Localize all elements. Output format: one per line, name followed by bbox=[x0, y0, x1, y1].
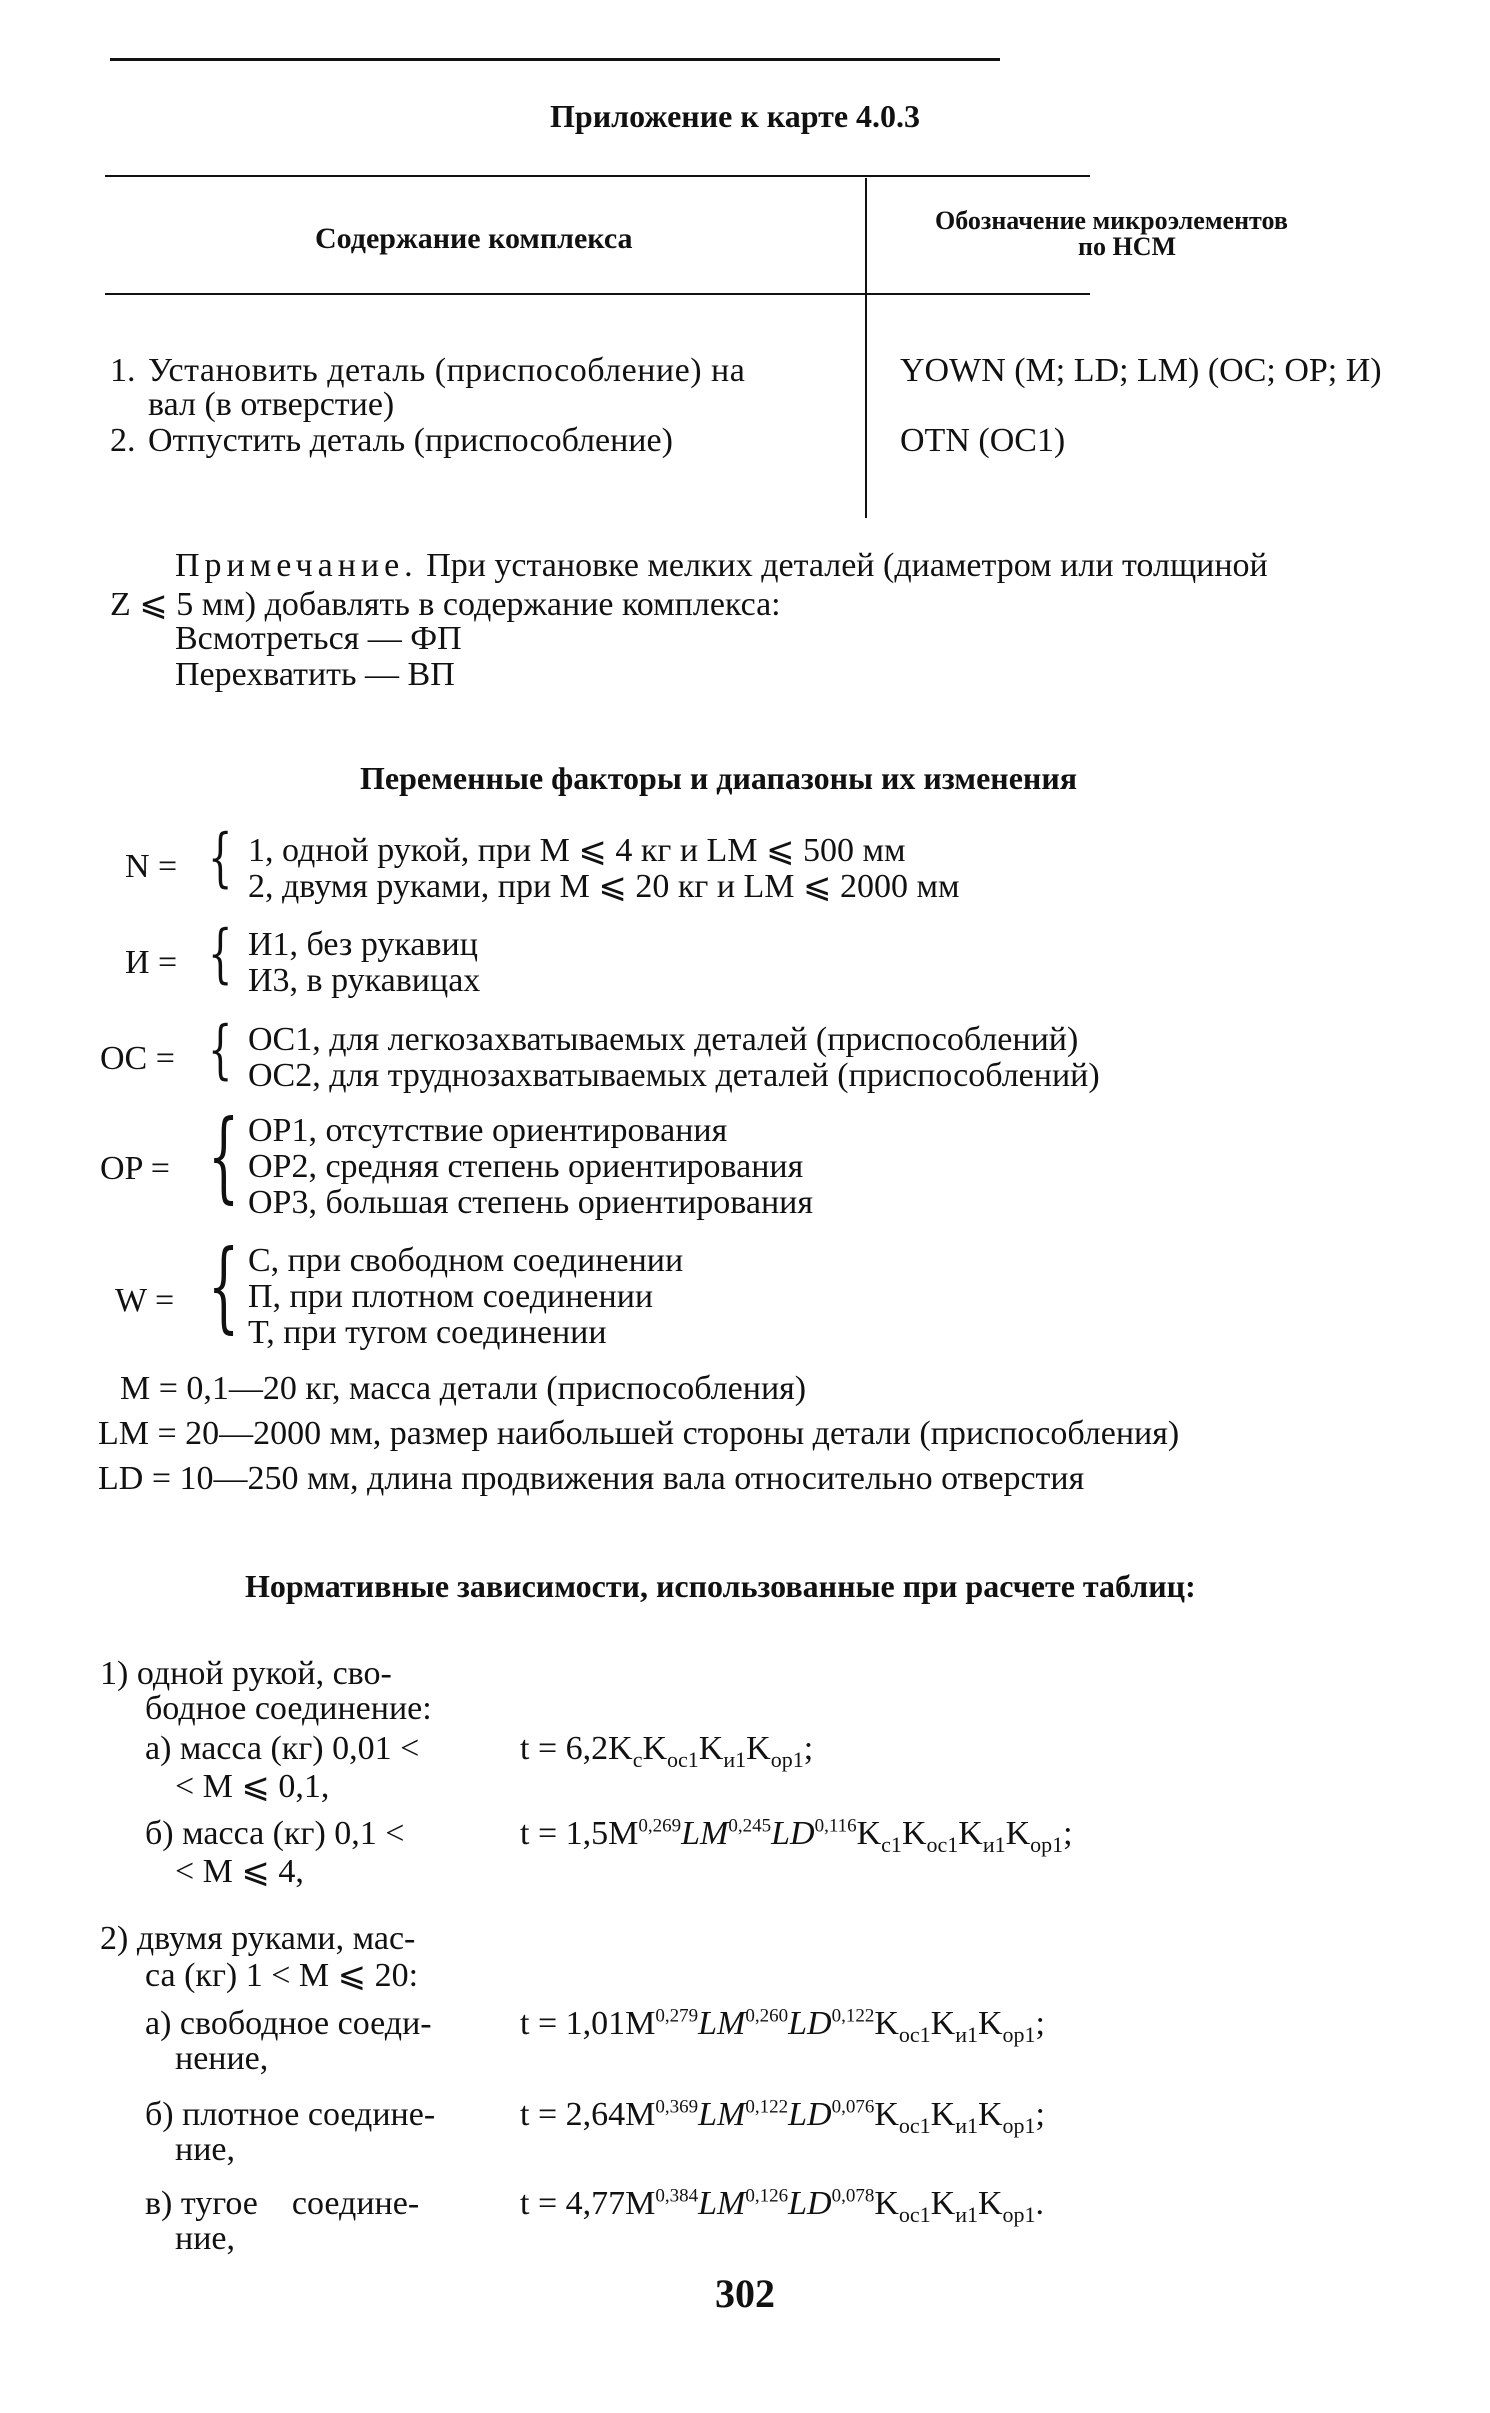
formula-2c-sub2: oc1 bbox=[898, 2201, 931, 2227]
var-w-name: W = bbox=[115, 1282, 175, 1319]
var-op-opt3: OP3, большая степень ориентирования bbox=[248, 1184, 813, 1221]
section-1-heading-cont: бодное соединение: bbox=[145, 1690, 432, 1727]
var-op-opt2: OP2, средняя степень ориентирования bbox=[248, 1148, 804, 1185]
case-2b-label: б) плотное соедине- bbox=[145, 2096, 436, 2133]
variables-title: Переменные факторы и диапазоны их изменения bbox=[360, 760, 1078, 796]
formula-2b-var2: LM bbox=[698, 2096, 746, 2133]
formula-1b-sub4: op1 bbox=[1030, 1831, 1064, 1857]
var-op-opt1: OP1, отсутствие ориентирования bbox=[248, 1112, 728, 1149]
formula-2c-k3: K bbox=[930, 2185, 956, 2222]
formula-2c-lhs: t = 4,77M bbox=[520, 2185, 656, 2222]
formula-1b-exp2: 0,245 bbox=[728, 1815, 772, 1837]
table-header-rule bbox=[105, 293, 1090, 295]
formula-1a bbox=[520, 1730, 814, 1772]
formula-2a bbox=[520, 2005, 1045, 2047]
section-1-heading: 1) одной рукой, сво- bbox=[100, 1655, 392, 1692]
formula-2b-lhs: t = 2,64M bbox=[520, 2096, 656, 2133]
formula-1b-exp3: 0,116 bbox=[814, 1815, 857, 1837]
range-lm: LM = 20—2000 мм, размер наибольшей стороны детали (приспособления) bbox=[98, 1415, 1180, 1452]
note-label: Примечание. bbox=[175, 547, 418, 584]
table-column-divider bbox=[865, 178, 867, 518]
formula-2c-var3: LD bbox=[788, 2185, 832, 2222]
var-n-opt2: 2, двумя руками, при M ⩽ 20 кг и LM ⩽ 2000 мм bbox=[248, 868, 960, 905]
formula-1b-var3: LD bbox=[771, 1815, 815, 1852]
note-line4: Перехватить — ВП bbox=[175, 656, 455, 693]
formula-1a-sub2: oc1 bbox=[667, 1746, 699, 1772]
formula-1b-sub1: c1 bbox=[881, 1831, 902, 1857]
table-row-2-text: Отпустить деталь (приспособление) bbox=[148, 422, 673, 459]
formula-1a-lhs: t = 6,2K bbox=[520, 1730, 633, 1767]
formula-2c-exp3: 0,078 bbox=[831, 2185, 875, 2207]
formula-2c-k2: K bbox=[874, 2185, 899, 2222]
formula-1b-var2: LM bbox=[681, 1815, 729, 1852]
var-n-brace: { bbox=[208, 821, 233, 895]
case-2b-label-cont: ние, bbox=[175, 2131, 235, 2168]
case-2a-label: а) свободное соеди- bbox=[145, 2005, 432, 2042]
formula-2b-k4: K bbox=[977, 2096, 1003, 2133]
table-header-codes-line1: Обозначение микроэлементов bbox=[935, 206, 1288, 235]
formula-2a-sub2: oc1 bbox=[898, 2021, 931, 2047]
var-op-name: OP = bbox=[100, 1150, 170, 1187]
formula-2b-k3: K bbox=[930, 2096, 956, 2133]
formula-2c-exp1: 0,384 bbox=[655, 2185, 699, 2207]
table-row-2-code: OTN (OC1) bbox=[900, 422, 1066, 459]
table-header-content: Содержание комплекса bbox=[315, 222, 633, 255]
formula-2b-exp1: 0,369 bbox=[655, 2096, 699, 2118]
case-2a-label-cont: нение, bbox=[175, 2040, 269, 2077]
formula-2b-k2: K bbox=[874, 2096, 899, 2133]
var-w-opt2: П, при плотном соединении bbox=[248, 1278, 654, 1315]
top-rule bbox=[110, 58, 1000, 61]
var-oc-opt1: OC1, для легкозахватываемых деталей (приспособлений) bbox=[248, 1021, 1079, 1058]
formula-1b-sub2: oc1 bbox=[926, 1831, 959, 1857]
case-1b-label: б) масса (кг) 0,1 < bbox=[145, 1815, 405, 1852]
formula-2c-exp2: 0,126 bbox=[745, 2185, 789, 2207]
note-text: При установке мелких деталей (диаметром или толщиной bbox=[426, 547, 1268, 584]
case-1b-label-cont: < M ⩽ 4, bbox=[175, 1853, 304, 1890]
formula-1b-lhs: t = 1,5M bbox=[520, 1815, 639, 1852]
var-i-brace: { bbox=[208, 917, 233, 991]
formula-2a-exp2: 0,260 bbox=[745, 2005, 789, 2027]
formula-2a-sub4: op1 bbox=[1002, 2021, 1036, 2047]
var-op-brace: { bbox=[208, 1100, 240, 1214]
formula-2c-var2: LM bbox=[698, 2185, 746, 2222]
formula-2b-exp3: 0,076 bbox=[831, 2096, 875, 2118]
note-line3: Всмотреться — ФП bbox=[175, 620, 462, 657]
table-row-1-num: 1. bbox=[110, 352, 136, 389]
formula-1b-exp1: 0,269 bbox=[638, 1815, 682, 1837]
formula-2b-sub3: и1 bbox=[955, 2112, 978, 2138]
note-line2: Z ⩽ 5 мм) добавлять в содержание комплекса: bbox=[110, 586, 781, 623]
case-2c-label: в) тугое соедине- bbox=[145, 2185, 420, 2222]
formula-2b-sub4: op1 bbox=[1002, 2112, 1036, 2138]
table-row-2-num: 2. bbox=[110, 422, 136, 459]
var-n-name: N = bbox=[125, 848, 178, 885]
formula-2c bbox=[520, 2185, 1045, 2227]
formula-1b-k1: K bbox=[856, 1815, 882, 1852]
range-m: M = 0,1—20 кг, масса детали (приспособления) bbox=[120, 1370, 807, 1407]
formula-2b-end: ; bbox=[1035, 2096, 1045, 2133]
table-row-1-text-cont: вал (в отверстие) bbox=[148, 386, 395, 423]
case-1a-label: а) масса (кг) 0,01 < bbox=[145, 1730, 420, 1767]
formula-1a-k2: K bbox=[642, 1730, 668, 1767]
formula-1b bbox=[520, 1815, 1073, 1857]
var-i-opt1: И1, без рукавиц bbox=[248, 926, 478, 963]
formula-2a-k3: K bbox=[930, 2005, 956, 2042]
var-w-opt3: T, при тугом соединении bbox=[248, 1314, 607, 1351]
formula-2a-k4: K bbox=[977, 2005, 1003, 2042]
var-n-opt1: 1, одной рукой, при M ⩽ 4 кг и LM ⩽ 500 мм bbox=[248, 832, 906, 869]
var-oc-name: OC = bbox=[100, 1040, 175, 1077]
case-2c-label-cont: ние, bbox=[175, 2220, 235, 2257]
page-title: Приложение к карте 4.0.3 bbox=[550, 98, 921, 134]
formula-2a-k2: K bbox=[874, 2005, 899, 2042]
var-w-brace: { bbox=[208, 1230, 240, 1344]
formula-2a-end: ; bbox=[1035, 2005, 1045, 2042]
var-i-name: И = bbox=[125, 944, 178, 981]
formula-1b-k3: K bbox=[958, 1815, 983, 1852]
formula-1a-k3: K bbox=[698, 1730, 724, 1767]
formula-1b-sub3: и1 bbox=[982, 1831, 1006, 1857]
table-row-1-code: YOWN (M; LD; LM) (OC; OP; И) bbox=[900, 352, 1382, 389]
formula-2b-exp2: 0,122 bbox=[745, 2096, 789, 2118]
var-oc-brace: { bbox=[208, 1013, 233, 1087]
formula-2a-lhs: t = 1,01M bbox=[520, 2005, 656, 2042]
var-w-opt1: C, при свободном соединении bbox=[248, 1242, 684, 1279]
formula-2b-sub2: oc1 bbox=[898, 2112, 931, 2138]
page-number: 302 bbox=[715, 2271, 775, 2316]
formula-2c-end: . bbox=[1035, 2185, 1045, 2222]
formula-1a-k4: K bbox=[746, 1730, 771, 1767]
formula-1b-k2: K bbox=[901, 1815, 927, 1852]
note-line1 bbox=[175, 547, 1268, 585]
table-header-codes-line2: по НСМ bbox=[1078, 232, 1177, 261]
section-2-heading: 2) двумя руками, мас- bbox=[100, 1920, 416, 1957]
formula-1a-end: ; bbox=[803, 1730, 814, 1767]
formula-1a-sub4: op1 bbox=[770, 1746, 804, 1772]
formula-2a-var3: LD bbox=[788, 2005, 832, 2042]
formula-2b bbox=[520, 2096, 1045, 2138]
formula-2a-exp3: 0,122 bbox=[831, 2005, 875, 2027]
case-1a-label-cont: < M ⩽ 0,1, bbox=[175, 1768, 330, 1805]
formula-2a-exp1: 0,279 bbox=[655, 2005, 699, 2027]
formula-2c-sub3: и1 bbox=[955, 2201, 978, 2227]
formula-2c-sub4: op1 bbox=[1002, 2201, 1036, 2227]
range-ld: LD = 10—250 мм, длина продвижения вала относительно отверстия bbox=[98, 1460, 1085, 1497]
table-top-rule bbox=[105, 175, 1090, 177]
var-oc-opt2: OC2, для труднозахватываемых деталей (приспособлений) bbox=[248, 1057, 1100, 1094]
formula-1a-sub3: и1 bbox=[723, 1746, 747, 1772]
formulas-title: Нормативные зависимости, использованные при расчете таблиц: bbox=[245, 1568, 1196, 1604]
formula-2b-var3: LD bbox=[788, 2096, 832, 2133]
formula-1b-end: ; bbox=[1063, 1815, 1073, 1852]
formula-2a-sub3: и1 bbox=[955, 2021, 978, 2047]
formula-1b-k4: K bbox=[1005, 1815, 1031, 1852]
formula-2a-var2: LM bbox=[698, 2005, 746, 2042]
section-2-heading-cont: са (кг) 1 < M ⩽ 20: bbox=[145, 1957, 419, 1994]
formula-2c-k4: K bbox=[977, 2185, 1003, 2222]
var-i-opt2: И3, в рукавицах bbox=[248, 962, 481, 999]
formula-1a-sub1: c bbox=[632, 1746, 643, 1772]
table-row-1-text: Установить деталь (приспособление) на bbox=[148, 352, 746, 389]
